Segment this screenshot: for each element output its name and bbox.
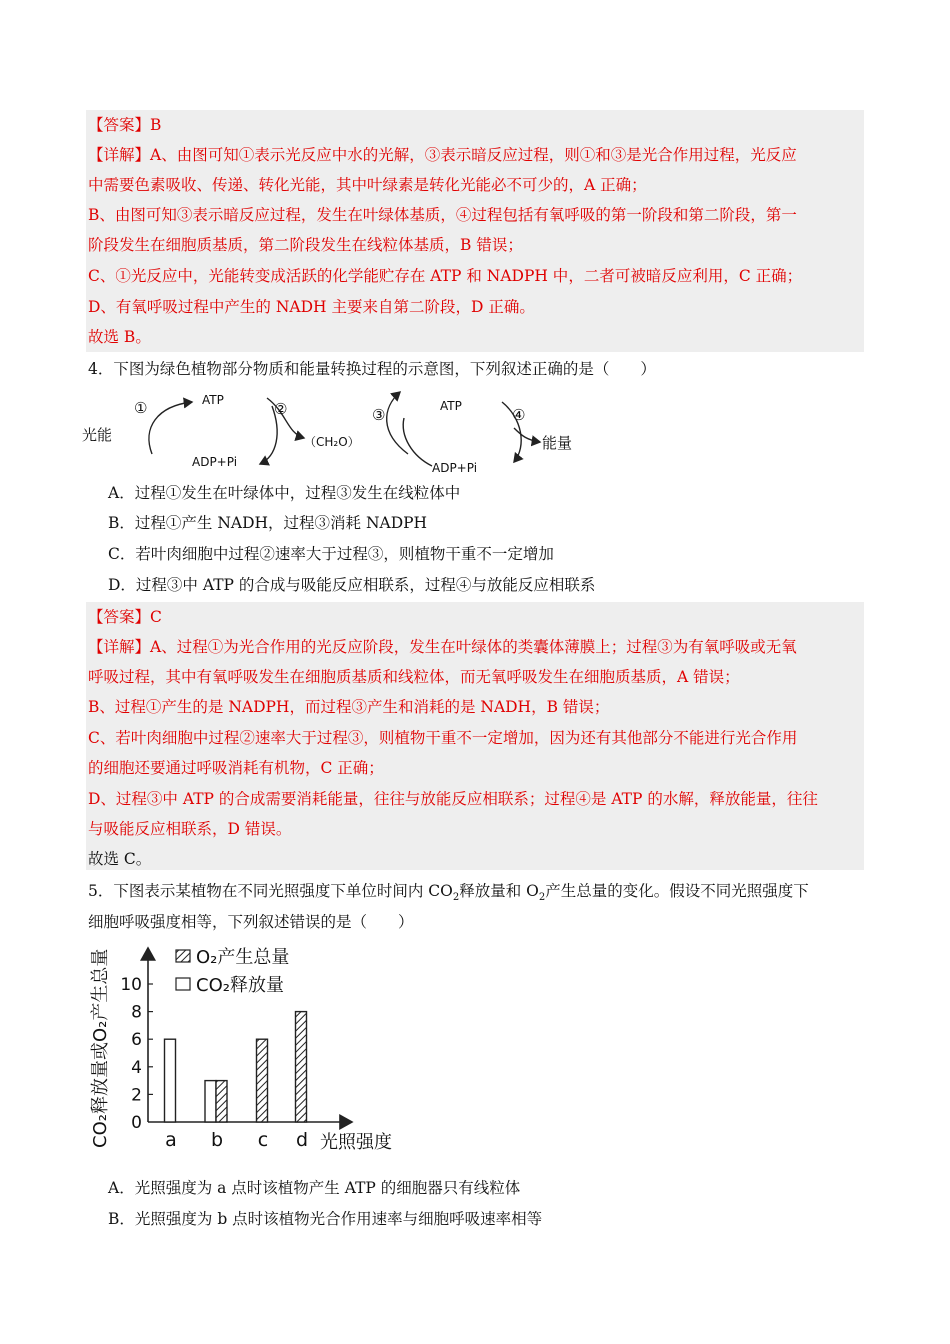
category-label: b bbox=[210, 1129, 224, 1151]
arrow-process-1 bbox=[149, 402, 192, 454]
answer-line: 阶段发生在细胞质基质，第二阶段发生在线粒体基质，B 错误； bbox=[88, 236, 523, 254]
answer-line: 【答案】C bbox=[88, 608, 162, 626]
y-tick-label: 0 bbox=[131, 1113, 142, 1133]
atp-label-left: ATP bbox=[202, 393, 224, 407]
y-tick-label: 6 bbox=[131, 1030, 142, 1051]
y-tick-label: 10 bbox=[120, 975, 142, 995]
legend-swatch-o2 bbox=[176, 950, 190, 962]
category-label: a bbox=[165, 1129, 177, 1151]
answer-line: 【详解】A、由图可知①表示光反应中水的光解，③表示暗反应过程，则①和③是光合作用过程，光反应 bbox=[88, 146, 797, 164]
answer-line: C、①光反应中，光能转变成活跃的化学能贮存在 ATP 和 NADPH 中，二者可被暗反应利用，C 正确； bbox=[88, 267, 803, 285]
answer-line: D、过程③中 ATP 的合成需要消耗能量，往往与放能反应相联系；过程④是 ATP 的水解，释放能量，往往 bbox=[88, 790, 818, 808]
answer-conclusion: 故选 C。 bbox=[88, 850, 152, 868]
legend-label-o2: O₂产生总量 bbox=[196, 947, 290, 968]
y-tick-label: 8 bbox=[131, 1002, 142, 1023]
option-a: A．过程①发生在叶绿体中，过程③发生在线粒体中 bbox=[108, 484, 461, 502]
bar-chart bbox=[84, 938, 414, 1158]
y-tick-label: 4 bbox=[131, 1057, 142, 1078]
option-c: C．若叶肉细胞中过程②速率大于过程③，则植物干重不一定增加 bbox=[108, 545, 554, 563]
process-3-label: ③ bbox=[372, 406, 386, 424]
question-5-stem-line2: 细胞呼吸强度相等，下列叙述错误的是（ ） bbox=[88, 913, 414, 931]
stem-part: 产生总量的变化。假设不同光照强度下 bbox=[545, 882, 809, 900]
answer-line: B、由图可知③表示暗反应过程，发生在叶绿体基质，④过程包括有氧呼吸的第一阶段和第二阶段，第一 bbox=[88, 206, 797, 224]
stem-part: 释放量和 O bbox=[459, 882, 539, 900]
process-4-label: ④ bbox=[512, 406, 526, 424]
bar-o2 bbox=[296, 1012, 307, 1122]
option-d: D．过程③中 ATP 的合成与吸能反应相联系，过程④与放能反应相联系 bbox=[108, 576, 596, 594]
bar-o2 bbox=[257, 1039, 268, 1122]
adp-label-right: ADP+Pi bbox=[432, 461, 478, 475]
answer-line: 的细胞还要通过呼吸消耗有机物，C 正确； bbox=[88, 759, 384, 777]
question-4-stem: 4．下图为绿色植物部分物质和能量转换过程的示意图，下列叙述正确的是（ ） bbox=[88, 360, 656, 378]
arrow-adp-return-right bbox=[403, 418, 432, 466]
stem-part: 5．下图表示某植物在不同光照强度下单位时间内 CO bbox=[88, 882, 453, 900]
process-1-label: ① bbox=[134, 399, 148, 417]
answer-line: C、若叶肉细胞中过程②速率大于过程③，则植物干重不一定增加，因为还有其他部分不能进行光合作用 bbox=[88, 729, 798, 747]
arrow-process-3 bbox=[387, 392, 408, 454]
option-b: B．过程①产生 NADH，过程③消耗 NADPH bbox=[108, 514, 428, 532]
legend-label-co2: CO₂释放量 bbox=[196, 975, 284, 996]
subscript: 2 bbox=[452, 892, 460, 904]
category-label: c bbox=[257, 1129, 269, 1151]
energy-label: 能量 bbox=[542, 434, 573, 452]
energy-conversion-diagram bbox=[82, 388, 582, 478]
process-2-label: ② bbox=[274, 400, 288, 418]
y-axis-label: CO₂释放量或O₂产生总量 bbox=[90, 948, 111, 1148]
answer-line: 【详解】A、过程①为光合作用的光反应阶段，发生在叶绿体的类囊体薄膜上；过程③为有氧呼吸或无氧 bbox=[88, 638, 797, 656]
bar-co2 bbox=[165, 1039, 176, 1122]
option-b: B．光照强度为 b 点时该植物光合作用速率与细胞呼吸速率相等 bbox=[108, 1210, 543, 1228]
arrow-energy-out bbox=[514, 428, 540, 442]
answer-line: 中需要色素吸收、传递、转化光能，其中叶绿素是转化光能必不可少的，A 正确； bbox=[88, 176, 647, 194]
answer-line: 与吸能反应相联系，D 错误。 bbox=[88, 820, 292, 838]
answer-conclusion: 故选 B。 bbox=[88, 328, 151, 346]
atp-label-right: ATP bbox=[440, 399, 462, 413]
category-label: d bbox=[295, 1129, 309, 1151]
answer-line: 呼吸过程，其中有氧呼吸发生在细胞质基质和线粒体，而无氧呼吸发生在细胞质基质，A 错误； bbox=[88, 668, 740, 686]
answer-line: 【答案】B bbox=[88, 116, 162, 134]
legend-swatch-co2 bbox=[176, 978, 190, 990]
y-tick-label: 2 bbox=[131, 1085, 142, 1106]
subscript: 2 bbox=[538, 892, 546, 904]
adp-label-left: ADP+Pi bbox=[192, 455, 238, 469]
option-a: A．光照强度为 a 点时该植物产生 ATP 的细胞器只有线粒体 bbox=[108, 1179, 521, 1197]
x-axis-label: 光照强度 bbox=[320, 1132, 392, 1153]
answer-line: B、过程①产生的是 NADPH，而过程③产生和消耗的是 NADH，B 错误； bbox=[88, 698, 610, 716]
answer-line: D、有氧呼吸过程中产生的 NADH 主要来自第二阶段，D 正确。 bbox=[88, 298, 535, 316]
ch2o-label: （CH₂O） bbox=[304, 435, 360, 449]
bar-co2 bbox=[205, 1081, 216, 1122]
bar-o2 bbox=[216, 1081, 227, 1122]
light-energy-label: 光能 bbox=[82, 426, 113, 444]
